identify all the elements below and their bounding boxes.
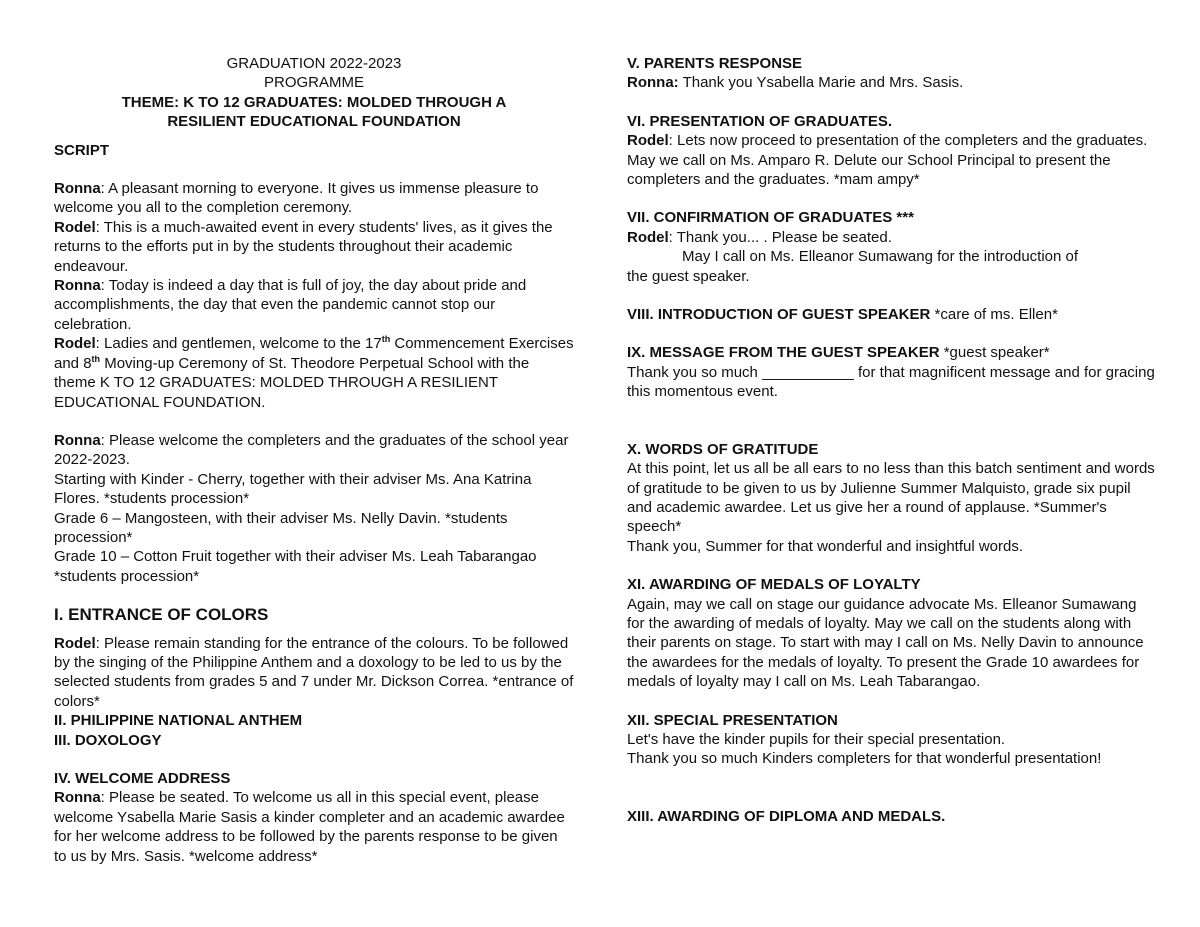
script-text: : A pleasant morning to everyone. It gives us immense pleasure to welcome you all to the completion ceremony. xyxy=(54,180,539,217)
script-paragraph: Starting with Kinder - Cherry, together with their adviser Ms. Ana Katrina Flores. *students procession* xyxy=(54,470,532,508)
section-heading: I. ENTRANCE OF COLORS xyxy=(54,605,269,625)
section-heading: XII. SPECIAL PRESENTATION xyxy=(627,711,838,729)
section-heading: X. WORDS OF GRATITUDE xyxy=(627,440,819,458)
section-heading: VIII. INTRODUCTION OF GUEST SPEAKER xyxy=(627,306,931,324)
section-line xyxy=(627,343,1157,362)
script-paragraph: Thank you, Summer for that wonderful and insightful words. xyxy=(627,537,1024,555)
section-heading: V. PARENTS RESPONSE xyxy=(627,55,803,72)
script-paragraph xyxy=(54,634,574,712)
speaker-name: Rodel xyxy=(54,634,96,652)
script-paragraph xyxy=(54,276,574,334)
right-column xyxy=(627,54,1157,826)
script-text: : This is a much-awaited event in every students' lives, as it gives the returns to the efforts put in by the students throughout their academic endeavour. xyxy=(54,218,553,275)
script-paragraph: Grade 10 – Cotton Fruit together with their adviser Ms. Leah Tabarangao *students procession* xyxy=(54,548,537,585)
ordinal-suffix: th xyxy=(381,334,391,345)
script-paragraph xyxy=(54,788,574,866)
section-note: *guest speaker* xyxy=(939,344,1050,362)
speaker-name: Ronna: xyxy=(627,74,679,92)
theme-line-2: RESILIENT EDUCATIONAL FOUNDATION xyxy=(167,113,461,131)
doc-title: GRADUATION 2022-2023 xyxy=(226,55,402,72)
speaker-name: Rodel xyxy=(54,335,96,353)
speaker-name: Ronna xyxy=(54,431,101,449)
script-paragraph: May I call on Ms. Elleanor Sumawang for the introduction of xyxy=(682,248,1079,266)
doc-subtitle: PROGRAMME xyxy=(263,74,364,92)
script-paragraph xyxy=(54,334,574,412)
section-heading: XI. AWARDING OF MEDALS OF LOYALTY xyxy=(627,576,921,594)
section-heading: IX. MESSAGE FROM THE GUEST SPEAKER xyxy=(627,344,940,362)
section-heading: XIII. AWARDING OF DIPLOMA AND MEDALS. xyxy=(627,807,946,825)
script-heading: SCRIPT xyxy=(54,141,110,159)
script-text: : Please remain standing for the entrance of the colours. To be followed by the singing of the Philippine Anthem and a doxology to be led to us by the selected students from grades 5 and 7 under Mr. Dickson Correa. *entrance of colors* xyxy=(54,634,574,710)
ordinal-suffix: th xyxy=(91,353,101,364)
script-paragraph xyxy=(627,73,1157,92)
theme-line-1: THEME: K TO 12 GRADUATES: MOLDED THROUGH A xyxy=(121,93,507,111)
script-paragraph xyxy=(627,228,1157,247)
script-paragraph: the guest speaker. xyxy=(627,267,750,285)
speaker-name: Ronna xyxy=(54,180,101,198)
script-paragraph: Grade 6 – Mangosteen, with their adviser Ms. Nelly Davin. *students procession* xyxy=(54,509,508,546)
section-heading: III. DOXOLOGY xyxy=(54,731,162,749)
section-heading: IV. WELCOME ADDRESS xyxy=(54,770,231,787)
section-note: *care of ms. Ellen* xyxy=(930,306,1058,324)
script-text: : Thank you... . Please be seated. xyxy=(668,228,892,246)
script-text: : Lets now proceed to presentation of the completers and the graduates. May we call on Ms. Amparo R. Delute our School Principal to present the completers and the graduates. *mam ampy* xyxy=(627,132,1148,189)
script-text: Commencement Exercises and 8 xyxy=(54,335,574,372)
script-paragraph xyxy=(54,218,574,276)
script-paragraph xyxy=(54,179,574,218)
speaker-name: Ronna xyxy=(54,277,101,295)
script-text: : Please be seated. To welcome us all in this special event, please welcome Ysabella Marie Sasis a kinder completer and an academic awardee for her welcome address to be followed by the parents response to be given to us by Mrs. Sasis. *welcome address* xyxy=(54,789,565,865)
script-text: Thank you Ysabella Marie and Mrs. Sasis. xyxy=(678,74,964,92)
left-column xyxy=(54,54,574,866)
script-paragraph: Thank you so much ___________ for that magnificent message and for gracing this momentous event. xyxy=(627,363,1155,401)
script-paragraph: Thank you so much Kinders completers for that wonderful presentation! xyxy=(627,750,1102,768)
speaker-name: Ronna xyxy=(54,789,101,807)
script-text: : Ladies and gentlemen, welcome to the 17 xyxy=(95,335,382,353)
script-text: : Today is indeed a day that is full of joy, the day about pride and accomplishments, the day that even the pandemic cannot stop our celebration. xyxy=(54,277,527,333)
script-text: : Please welcome the completers and the graduates of the school year 2022-2023. xyxy=(54,431,569,469)
script-paragraph: At this point, let us all be all ears to no less than this batch sentiment and words of gratitude to be given to us by Julienne Summer Malquisto, grade six pupil and academic awardee. Let us give her a round of applause. *Summer's speech* xyxy=(627,460,1155,536)
section-heading: VII. CONFIRMATION OF GRADUATES *** xyxy=(627,209,914,227)
speaker-name: Rodel xyxy=(54,218,96,236)
script-paragraph: Again, may we call on stage our guidance advocate Ms. Elleanor Sumawang for the awarding of medals of loyalty. May we call on the students along with their parents on stage. To start with may I call on Ms. Nelly Davin to announce the awardees for the medals of loyalty. To present the Grade 10 awardees for medals of loyalty may I call on Ms. Leah Tabarangao. xyxy=(627,595,1144,691)
section-line xyxy=(627,305,1157,324)
section-heading: VI. PRESENTATION OF GRADUATES. xyxy=(627,112,893,130)
script-paragraph xyxy=(54,431,574,470)
script-paragraph xyxy=(627,131,1157,189)
speaker-name: Rodel xyxy=(627,132,669,150)
speaker-name: Rodel xyxy=(627,228,669,246)
script-text: Moving-up Ceremony of St. Theodore Perpetual School with the theme K TO 12 GRADUATES: MOLDED THROUGH A RESILIENT EDUCATIONAL FOUNDATION. xyxy=(54,354,530,411)
section-heading: II. PHILIPPINE NATIONAL ANTHEM xyxy=(54,712,303,730)
script-paragraph: Let's have the kinder pupils for their special presentation. xyxy=(627,730,1006,748)
